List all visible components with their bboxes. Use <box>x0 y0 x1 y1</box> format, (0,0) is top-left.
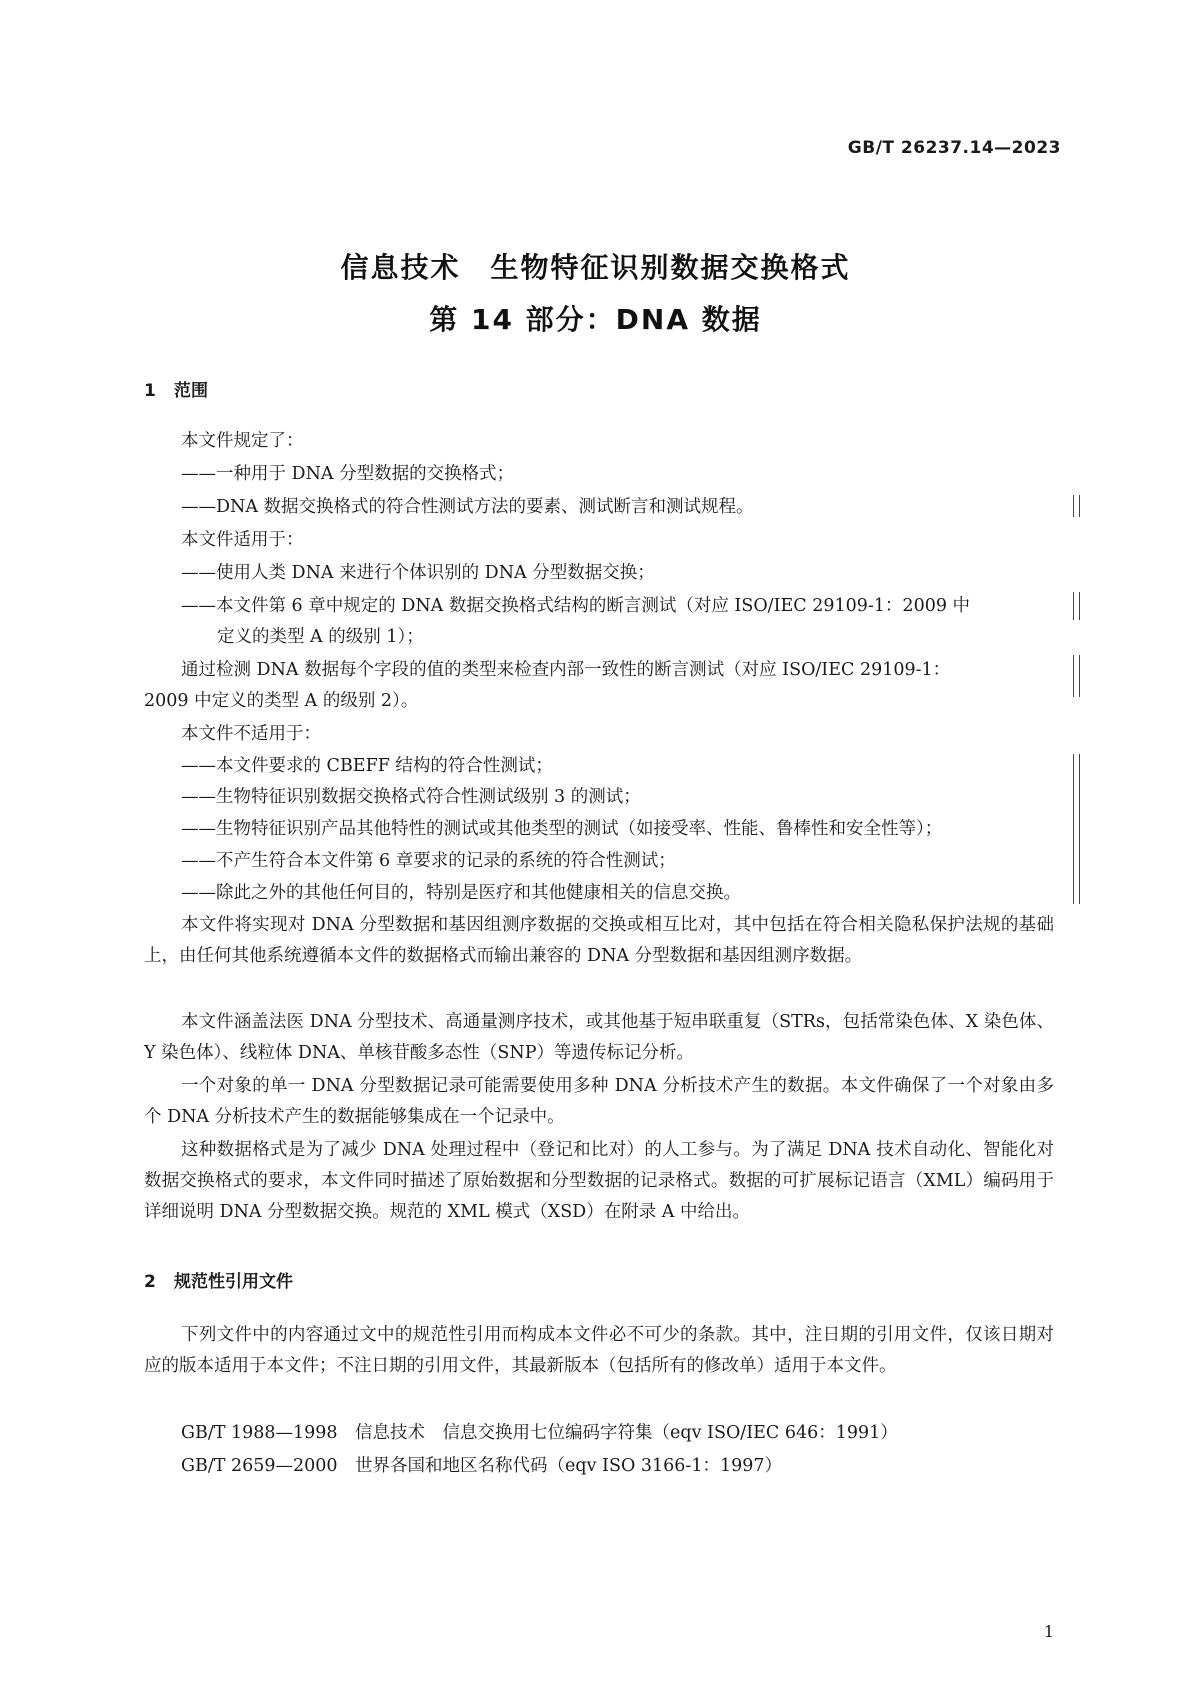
list-item: ——一种用于 DNA 分型数据的交换格式； <box>181 464 515 484</box>
paragraph: 本文件规定了： <box>181 431 304 451</box>
change-bar <box>1073 495 1080 517</box>
paragraph: 本文件适用于： <box>181 530 304 550</box>
change-bar <box>1073 655 1080 697</box>
section-number: 2 <box>144 1272 156 1292</box>
list-item: ——除此之外的其他任何目的，特别是医疗和其他健康相关的信息交换。 <box>181 883 741 903</box>
list-item-continuation: 定义的类型 A 的级别 1）； <box>217 627 424 647</box>
change-bar <box>1073 754 1080 904</box>
paragraph: 通过检测 DNA 数据每个字段的值的类型来检查内部一致性的断言测试（对应 ISO/IEC 29109-1： <box>181 660 951 680</box>
reference-title: 世界各国和地区名称代码（eqv ISO 3166-1：1997） <box>355 1456 782 1476</box>
list-item: ——不产生符合本文件第 6 章要求的记录的系统的符合性测试； <box>181 851 676 871</box>
list-item: ——本文件要求的 CBEFF 结构的符合性测试； <box>181 756 553 776</box>
section-title: 范围 <box>174 381 208 401</box>
reference-item <box>181 1418 1054 1449</box>
change-bar <box>1073 592 1080 620</box>
standard-number: GB/T 26237.14—2023 <box>847 138 1061 158</box>
section-number: 1 <box>144 381 156 401</box>
list-item: ——生物特征识别产品其他特性的测试或其他类型的测试（如接受率、性能、鲁棒性和安全性等）； <box>181 819 943 839</box>
section-1-heading <box>144 376 208 401</box>
page-number: 1 <box>1043 1622 1054 1641</box>
document-title: 信息技术 生物特征识别数据交换格式 <box>340 251 851 284</box>
section-title: 规范性引用文件 <box>174 1272 293 1292</box>
reference-title: 信息技术 信息交换用七位编码字符集（eqv ISO/IEC 646：1991） <box>355 1423 898 1443</box>
list-item: ——生物特征识别数据交换格式符合性测试级别 3 的测试； <box>181 787 641 807</box>
reference-code: GB/T 2659—2000 <box>181 1456 338 1476</box>
paragraph: 本文件不适用于： <box>181 724 321 744</box>
paragraph: 本文件涵盖法医 DNA 分型技术、高通量测序技术，或其他基于短串联重复（STRs，包括常染色体、X 染色体、Y 染色体）、线粒体 DNA、单核苷酸多态性（SNP）等遗传标记分析。 <box>144 1012 1054 1063</box>
document-subtitle: 第 14 部分：DNA 数据 <box>429 303 762 336</box>
paragraph: 本文件将实现对 DNA 分型数据和基因组测序数据的交换或相互比对，其中包括在符合相关隐私保护法规的基础上，由任何其他系统遵循本文件的数据格式而输出兼容的 DNA 分型数据和基因组测序数据。 <box>144 915 1054 966</box>
section-2-heading <box>144 1267 293 1292</box>
paragraph: 这种数据格式是为了减少 DNA 处理过程中（登记和比对）的人工参与。为了满足 DNA 技术自动化、智能化对数据交换格式的要求，本文件同时描述了原始数据和分型数据的记录格式。数据的可扩展标记语言（XML）编码用于详细说明 DNA 分型数据交换。规范的 XML 模式（XSD）在附录 A 中给出。 <box>144 1140 1054 1222</box>
reference-item <box>181 1451 1054 1482</box>
paragraph: 下列文件中的内容通过文中的规范性引用而构成本文件必不可少的条款。其中，注日期的引用文件，仅该日期对应的版本适用于本文件；不注日期的引用文件，其最新版本（包括所有的修改单）适用于本文件。 <box>144 1325 1054 1376</box>
paragraph-continuation: 2009 中定义的类型 A 的级别 2）。 <box>144 691 419 711</box>
list-item: ——使用人类 DNA 来进行个体识别的 DNA 分型数据交换； <box>181 563 655 583</box>
list-item: ——本文件第 6 章中规定的 DNA 数据交换格式结构的断言测试（对应 ISO/IEC 29109-1：2009 中 <box>181 596 971 616</box>
list-item: ——DNA 数据交换格式的符合性测试方法的要素、测试断言和测试规程。 <box>181 497 754 517</box>
paragraph: 一个对象的单一 DNA 分型数据记录可能需要使用多种 DNA 分析技术产生的数据。本文件确保了一个对象由多个 DNA 分析技术产生的数据能够集成在一个记录中。 <box>144 1076 1054 1127</box>
reference-code: GB/T 1988—1998 <box>181 1423 338 1443</box>
